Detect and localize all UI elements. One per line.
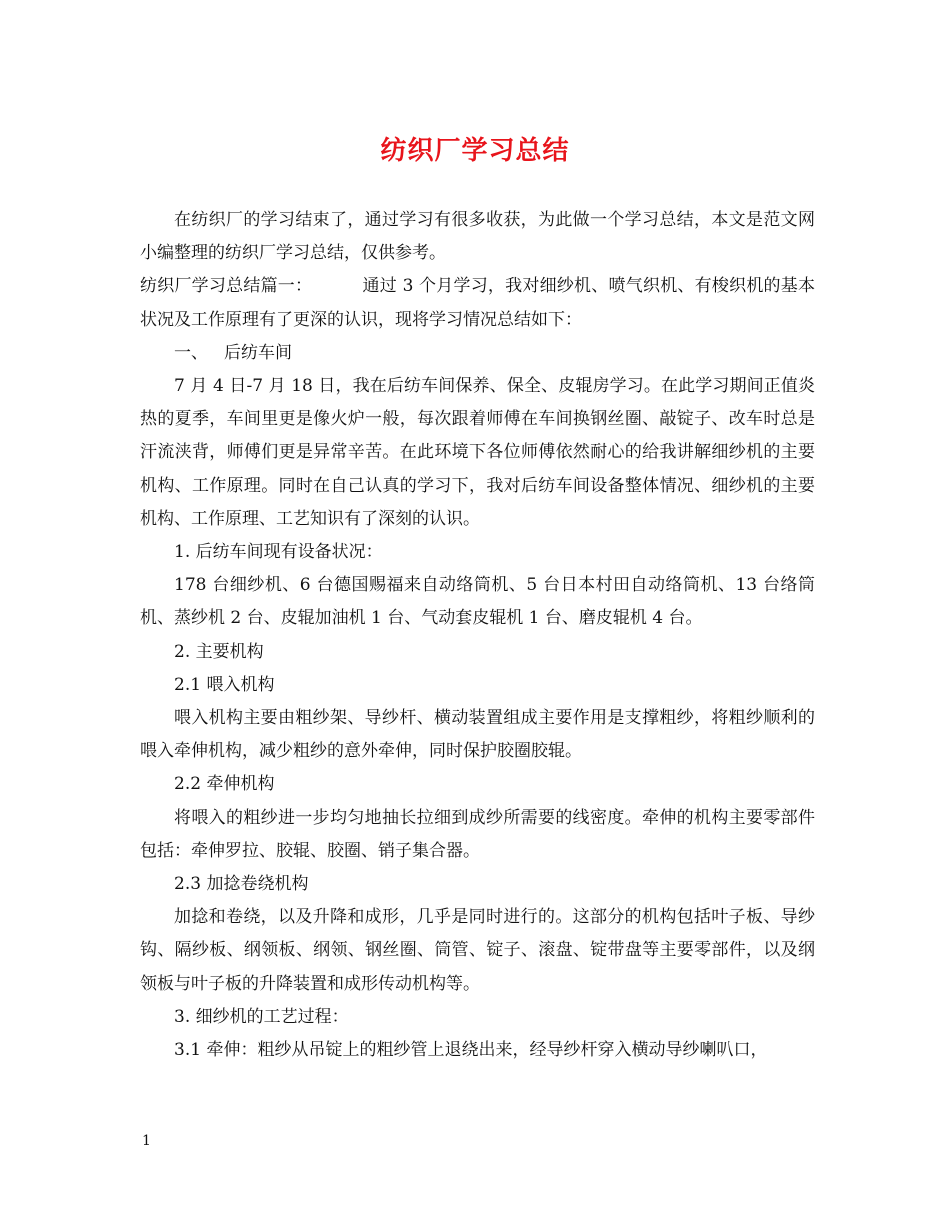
paragraph: 7 月 4 日-7 月 18 日，我在后纺车间保养、保全、皮辊房学习。在此学习期间正值炎热的夏季，车间里更是像火炉一般，每次跟着师傅在车间换钢丝圈、敲锭子、改车时总是汗流浃背，师傅们更是异常辛苦。在此环境下各位师傅依然耐心的给我讲解细纱机的主要机构、工作原理。同时在自己认真的学习下，我对后纺车间设备整体情况、细纱机的主要机构、工作原理、工艺知识有了深刻的认识。 — [140, 376, 815, 529]
part-text: 通过 3 个月学习，我对细纱机、喷气织机、有梭织机的基本状况及工作原理有了更深的认识，现将学习情况总结如下： — [140, 276, 815, 330]
paragraph: 3.1 牵伸：粗纱从吊锭上的粗纱管上退绕出来，经导纱杆穿入横动导纱喇叭口， — [174, 1040, 768, 1061]
document-body — [140, 204, 815, 1067]
section-heading — [140, 337, 815, 370]
paragraph: 将喂入的粗纱进一步均匀地抽长拉细到成纱所需要的线密度。牵伸的机构主要零部件包括：牵伸罗拉、胶辊、胶圈、销子集合器。 — [140, 807, 815, 861]
subheading: 2.1 喂入机构 — [174, 674, 275, 695]
paragraph: 178 台细纱机、6 台德国赐福来自动络筒机、5 台日本村田自动络筒机、13 台络筒机、蒸纱机 2 台、皮辊加油机 1 台、气动套皮辊机 1 台、磨皮辊机 4 台。 — [140, 575, 815, 629]
part-label: 纺织厂学习总结篇一： — [140, 276, 313, 297]
subheading: 2.3 加捻卷绕机构 — [174, 874, 309, 895]
part-heading-paragraph — [140, 270, 815, 336]
subheading: 2.2 牵伸机构 — [174, 774, 275, 795]
section-title: 后纺车间 — [224, 342, 292, 363]
intro-paragraph: 在纺织厂的学习结束了，通过学习有很多收获，为此做一个学习总结，本文是范文网小编整理的纺织厂学习总结，仅供参考。 — [140, 210, 815, 264]
page-number: 1 — [142, 1133, 151, 1149]
section-number: 一、 — [174, 342, 208, 363]
paragraph: 加捻和卷绕，以及升降和成形，几乎是同时进行的。这部分的机构包括叶子板、导纱钩、隔纱板、纲领板、纲领、钢丝圈、筒管、锭子、滚盘、锭带盘等主要零部件，以及纲领板与叶子板的升降装置和成形传动机构等。 — [140, 907, 815, 994]
paragraph: 喂入机构主要由粗纱架、导纱杆、横动装置组成主要作用是支撑粗纱，将粗纱顺利的喂入牵伸机构，减少粗纱的意外牵伸，同时保护胶圈胶辊。 — [140, 708, 815, 762]
document-title: 纺织厂学习总结 — [380, 136, 570, 166]
subheading: 1. 后纺车间现有设备状况： — [174, 542, 383, 563]
subheading: 3. 细纱机的工艺过程： — [174, 1006, 349, 1027]
subheading: 2. 主要机构 — [174, 641, 264, 662]
